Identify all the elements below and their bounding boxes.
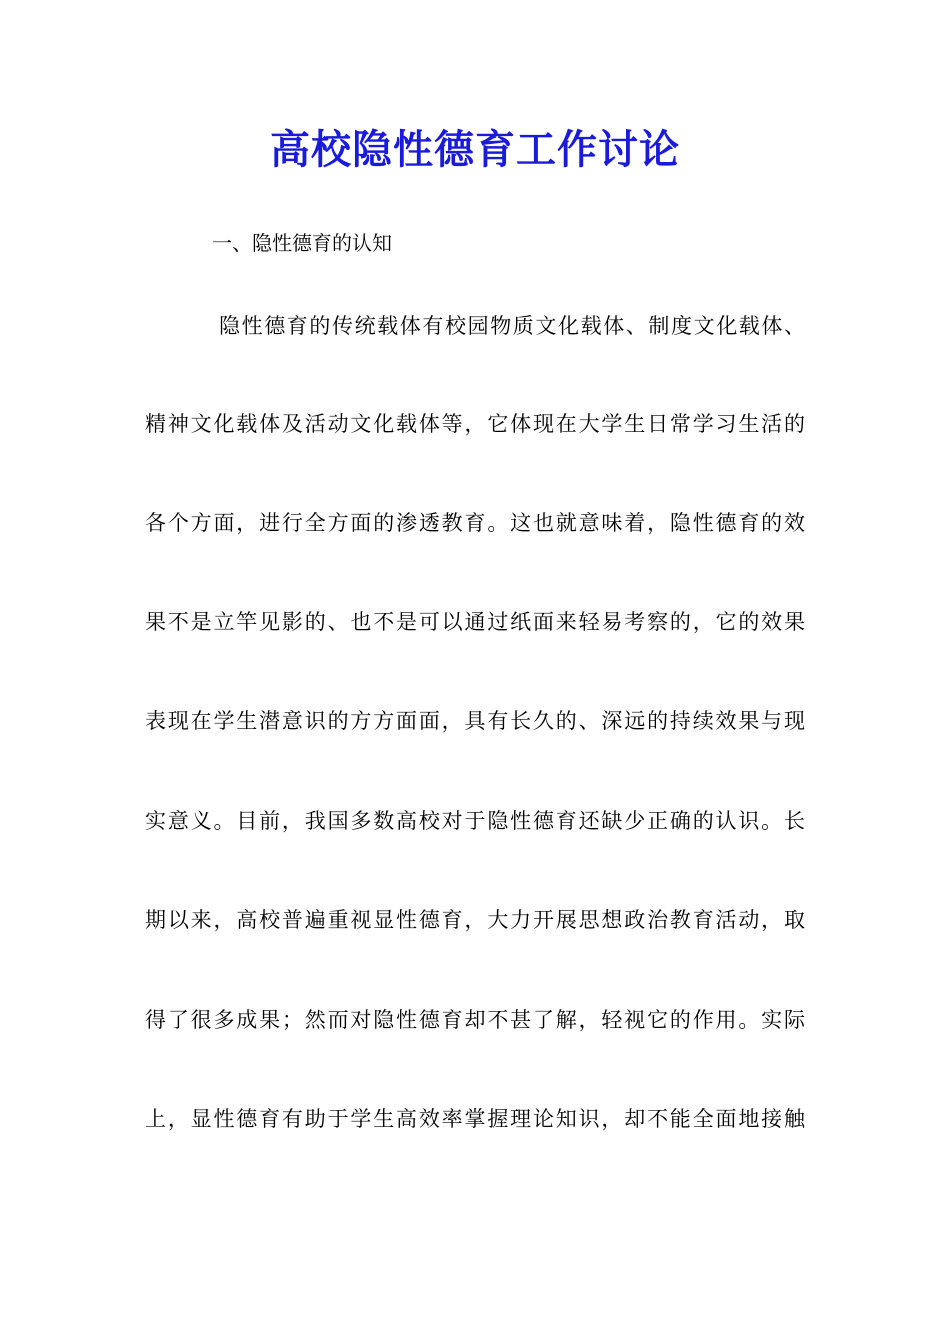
paragraph-line: 期以来，高校普遍重视显性德育，大力开展思想政治教育活动，取 xyxy=(145,908,805,932)
paragraph-line: 实意义。目前，我国多数高校对于隐性德育还缺少正确的认识。长 xyxy=(145,809,805,833)
paragraph-line: 果不是立竿见影的、也不是可以通过纸面来轻易考察的，它的效果 xyxy=(145,610,805,634)
paragraph-line: 表现在学生潜意识的方方面面，具有长久的、深远的持续效果与现 xyxy=(145,709,805,733)
paragraph-line: 精神文化载体及活动文化载体等，它体现在大学生日常学习生活的 xyxy=(145,412,805,436)
paragraph-line: 隐性德育的传统载体有校园物质文化载体、制度文化载体、 xyxy=(219,314,805,338)
section-heading: 一、隐性德育的认知 xyxy=(212,231,392,255)
document-title: 高校隐性德育工作讨论 xyxy=(270,127,680,173)
paragraph-line: 得了很多成果；然而对隐性德育却不甚了解，轻视它的作用。实际 xyxy=(145,1008,805,1032)
paragraph-line: 各个方面，进行全方面的渗透教育。这也就意味着，隐性德育的效 xyxy=(145,511,805,535)
paragraph-line: 上，显性德育有助于学生高效率掌握理论知识，却不能全面地接触 xyxy=(145,1107,805,1131)
